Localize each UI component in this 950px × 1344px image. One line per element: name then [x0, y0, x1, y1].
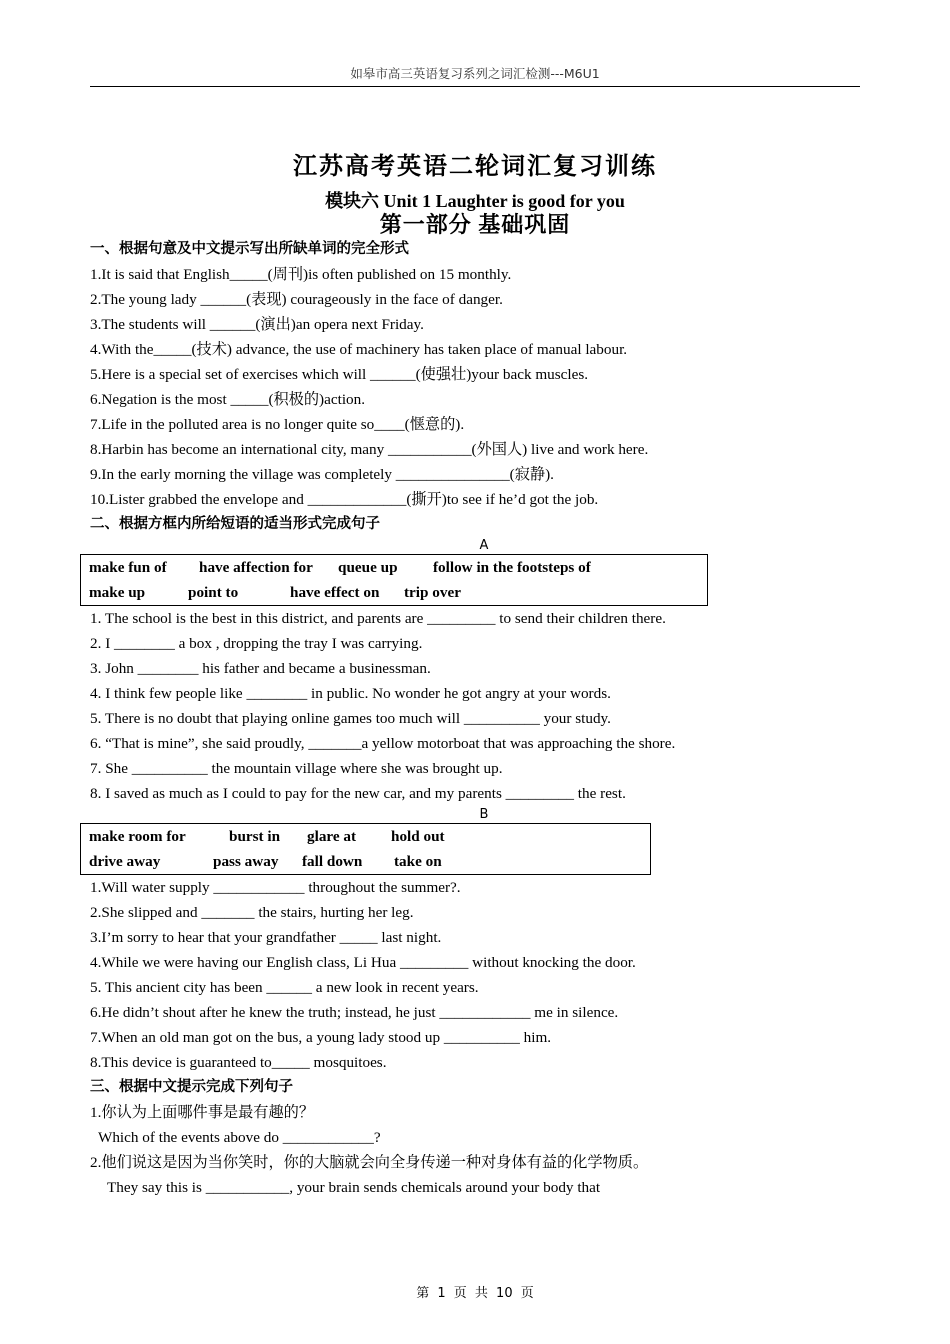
s1-item-3: 3.The students will ______(演出)an opera next Friday. — [90, 316, 424, 333]
phrase: have effect on — [290, 584, 380, 601]
s2b-item-8: 8.This device is guaranteed to_____ mosquitoes. — [90, 1054, 387, 1071]
phrase: make fun of — [89, 559, 167, 576]
s2a-item-5: 5. There is no doubt that playing online games too much will __________ your study. — [90, 710, 611, 727]
part-a-label: A — [479, 538, 489, 553]
phrase: point to — [188, 584, 239, 601]
s2b-item-1: 1.Will water supply ____________ throughout the summer?. — [90, 879, 461, 896]
phrase: follow in the footsteps of — [433, 559, 591, 576]
worksheet-content — [90, 237, 870, 1200]
phrase-box-a — [80, 554, 708, 606]
section1-heading: 一、根据句意及中文提示写出所缺单词的完全形式 — [90, 241, 409, 257]
phrase: make room for — [89, 828, 186, 845]
s1-item-10: 10.Lister grabbed the envelope and _____________(撕开)to see if he’d got the job. — [90, 491, 599, 508]
s1-item-2: 2.The young lady ______(表现) courageously in the face of danger. — [90, 291, 503, 308]
s1-item-1: 1.It is said that English_____(周刊)is often published on 15 monthly. — [90, 266, 512, 283]
phrase: take on — [394, 853, 442, 870]
s1-item-8: 8.Harbin has become an international city, many ___________(外国人) live and work here. — [90, 441, 649, 458]
phrase-box-a-row1 — [89, 555, 699, 580]
phrase: drive away — [89, 853, 161, 870]
s2a-item-7: 7. She __________ the mountain village where she was brought up. — [90, 760, 503, 777]
s3-item-2-en: They say this is ___________, your brain sends chemicals around your body that — [107, 1179, 601, 1196]
phrase: queue up — [338, 559, 398, 576]
s3-item-1-en: Which of the events above do ____________? — [98, 1129, 381, 1146]
phrase: fall down — [302, 853, 363, 870]
s2a-item-2: 2. I ________ a box , dropping the tray I was carrying. — [90, 635, 423, 652]
phrase-box-b-row1 — [89, 824, 642, 849]
phrase: have affection for — [199, 559, 313, 576]
s2a-item-6: 6. “That is mine”, she said proudly, _______a yellow motorboat that was approaching the shore. — [90, 735, 676, 752]
s2b-item-4: 4.While we were having our English class, Li Hua _________ without knocking the door. — [90, 954, 636, 971]
s2b-item-7: 7.When an old man got on the bus, a young lady stood up __________ him. — [90, 1029, 552, 1046]
phrase: trip over — [404, 584, 461, 601]
page-footer: 第 1 页 共 10 页 — [416, 1286, 534, 1301]
s1-item-6: 6.Negation is the most _____(积极的)action. — [90, 391, 366, 408]
s2a-item-1: 1. The school is the best in this district, and parents are _________ to send their children there. — [90, 610, 666, 627]
s3-item-2-cn: 2.他们说这是因为当你笑时，你的大脑就会向全身传递一种对身体有益的化学物质。 — [90, 1154, 649, 1171]
s2b-item-2: 2.She slipped and _______ the stairs, hurting her leg. — [90, 904, 414, 921]
s2b-item-5: 5. This ancient city has been ______ a new look in recent years. — [90, 979, 479, 996]
phrase: pass away — [213, 853, 279, 870]
phrase-box-b-row2 — [89, 849, 642, 874]
phrase-box-a-row2 — [89, 580, 699, 605]
page-header: 如皋市高三英语复习系列之词汇检测---M6U1 — [90, 64, 860, 87]
s3-item-1-cn: 1.你认为上面哪件事是最有趣的？ — [90, 1104, 315, 1121]
phrase: burst in — [229, 828, 281, 845]
s2a-item-8: 8. I saved as much as I could to pay for the new car, and my parents _________ the rest. — [90, 785, 626, 802]
phrase: glare at — [307, 828, 357, 845]
main-title: 江苏高考英语二轮词汇复习训练 — [293, 154, 657, 180]
part-title: 第一部分 基础巩固 — [379, 212, 571, 237]
phrase-box-b — [80, 823, 651, 875]
s1-item-4: 4.With the_____(技术) advance, the use of machinery has taken place of manual labour. — [90, 341, 628, 358]
s2a-item-4: 4. I think few people like ________ in public. No wonder he got angry at your words. — [90, 685, 611, 702]
unit-title: 模块六 Unit 1 Laughter is good for you — [325, 191, 625, 211]
part-b-label: B — [479, 807, 489, 822]
s1-item-5: 5.Here is a special set of exercises which will ______(使强壮)your back muscles. — [90, 366, 589, 383]
s2a-item-3: 3. John ________ his father and became a businessman. — [90, 660, 431, 677]
section2-heading: 二、根据方框内所给短语的适当形式完成句子 — [90, 516, 380, 532]
s2b-item-3: 3.I’m sorry to hear that your grandfather _____ last night. — [90, 929, 442, 946]
s2b-item-6: 6.He didn’t shout after he knew the truth; instead, he just ____________ me in silence. — [90, 1004, 619, 1021]
s1-item-9: 9.In the early morning the village was completely _______________(寂静). — [90, 466, 554, 483]
phrase: hold out — [391, 828, 445, 845]
phrase: make up — [89, 584, 146, 601]
s1-item-7: 7.Life in the polluted area is no longer quite so____(惬意的). — [90, 416, 465, 433]
section3-heading: 三、根据中文提示完成下列句子 — [90, 1079, 293, 1095]
